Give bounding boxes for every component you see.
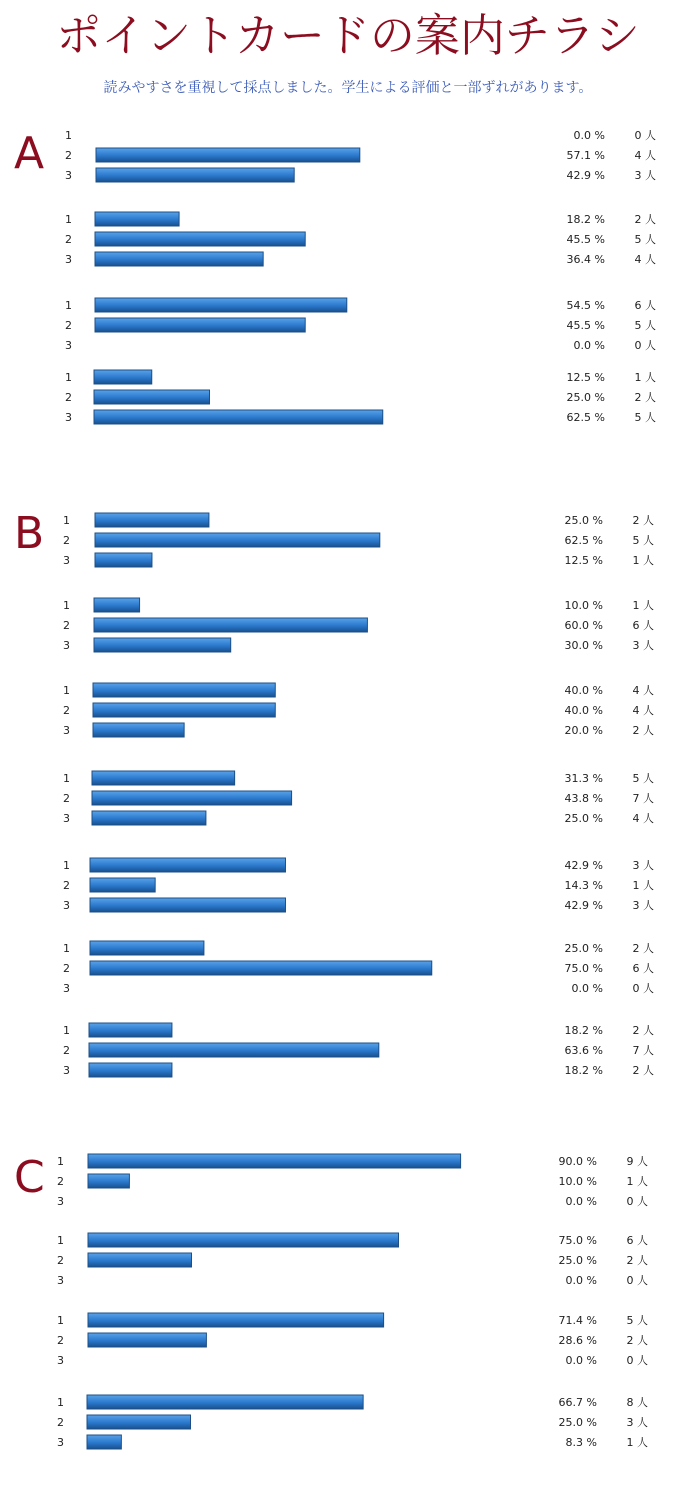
count-label: 6 人 (626, 1234, 648, 1247)
row-label: 1 (57, 1155, 64, 1168)
count-label: 4 人 (632, 812, 654, 825)
percent-label: 42.9 % (564, 899, 603, 912)
percent-label: 63.6 % (564, 1044, 603, 1057)
count-label: 1 人 (626, 1175, 648, 1188)
bar (88, 1174, 129, 1188)
count-label: 7 人 (632, 1044, 654, 1057)
count-label: 4 人 (632, 684, 654, 697)
percent-label: 36.4 % (566, 253, 605, 266)
count-label: 2 人 (634, 391, 656, 404)
row-label: 3 (65, 169, 72, 182)
percent-label: 25.0 % (564, 942, 603, 955)
percent-label: 90.0 % (558, 1155, 597, 1168)
count-label: 7 人 (632, 792, 654, 805)
row-label: 3 (65, 253, 72, 266)
percent-label: 12.5 % (564, 554, 603, 567)
bar (92, 811, 206, 825)
row-label: 1 (65, 213, 72, 226)
count-label: 5 人 (632, 534, 654, 547)
row-label: 3 (63, 982, 70, 995)
bar (95, 533, 380, 547)
row-label: 2 (63, 879, 70, 892)
count-label: 2 人 (632, 514, 654, 527)
bar (92, 791, 292, 805)
count-label: 5 人 (634, 319, 656, 332)
percent-label: 0.0 % (565, 1354, 597, 1367)
percent-label: 42.9 % (564, 859, 603, 872)
percent-label: 25.0 % (558, 1416, 597, 1429)
row-label: 2 (63, 792, 70, 805)
bar (88, 1313, 384, 1327)
bar (95, 212, 179, 226)
percent-label: 0.0 % (565, 1195, 597, 1208)
percent-label: 45.5 % (566, 233, 605, 246)
count-label: 4 人 (632, 704, 654, 717)
count-label: 3 人 (626, 1416, 648, 1429)
bar (88, 1154, 461, 1168)
percent-label: 62.5 % (566, 411, 605, 424)
bar (95, 232, 305, 246)
percent-label: 54.5 % (566, 299, 605, 312)
count-label: 3 人 (632, 859, 654, 872)
bar (88, 1253, 192, 1267)
page-title: ポイントカードの案内チラシ (56, 9, 640, 62)
row-label: 3 (63, 1064, 70, 1077)
bar (93, 683, 275, 697)
count-label: 5 人 (634, 233, 656, 246)
count-label: 2 人 (634, 213, 656, 226)
percent-label: 8.3 % (565, 1436, 597, 1449)
row-label: 1 (65, 299, 72, 312)
percent-label: 66.7 % (558, 1396, 597, 1409)
percent-label: 0.0 % (565, 1274, 597, 1287)
count-label: 0 人 (634, 339, 656, 352)
count-label: 0 人 (626, 1354, 648, 1367)
bar (96, 148, 360, 162)
bar (89, 1043, 379, 1057)
percent-label: 62.5 % (564, 534, 603, 547)
count-label: 4 人 (634, 253, 656, 266)
count-label: 8 人 (626, 1396, 648, 1409)
percent-label: 0.0 % (573, 129, 605, 142)
row-label: 2 (65, 233, 72, 246)
bar (90, 941, 204, 955)
bar (94, 618, 367, 632)
row-label: 1 (63, 859, 70, 872)
section-label-b: B (14, 508, 45, 559)
count-label: 1 人 (634, 371, 656, 384)
percent-label: 45.5 % (566, 319, 605, 332)
percent-label: 71.4 % (558, 1314, 597, 1327)
row-label: 1 (63, 514, 70, 527)
count-label: 5 人 (632, 772, 654, 785)
row-label: 3 (63, 899, 70, 912)
count-label: 5 人 (626, 1314, 648, 1327)
bar (87, 1415, 191, 1429)
percent-label: 42.9 % (566, 169, 605, 182)
row-label: 2 (57, 1254, 64, 1267)
row-label: 2 (63, 962, 70, 975)
percent-label: 12.5 % (566, 371, 605, 384)
count-label: 3 人 (632, 639, 654, 652)
percent-label: 0.0 % (573, 339, 605, 352)
row-label: 3 (63, 724, 70, 737)
row-label: 2 (63, 534, 70, 547)
percent-label: 28.6 % (558, 1334, 597, 1347)
row-label: 2 (63, 619, 70, 632)
bar (88, 1233, 399, 1247)
row-label: 3 (65, 339, 72, 352)
row-label: 2 (57, 1175, 64, 1188)
bar (94, 370, 152, 384)
count-label: 0 人 (634, 129, 656, 142)
bar (95, 298, 347, 312)
count-label: 1 人 (632, 554, 654, 567)
count-label: 2 人 (632, 724, 654, 737)
percent-label: 40.0 % (564, 684, 603, 697)
count-label: 6 人 (632, 962, 654, 975)
row-label: 1 (63, 772, 70, 785)
count-label: 1 人 (632, 879, 654, 892)
row-label: 2 (57, 1416, 64, 1429)
row-label: 1 (57, 1234, 64, 1247)
percent-label: 25.0 % (564, 514, 603, 527)
percent-label: 18.2 % (566, 213, 605, 226)
row-label: 2 (63, 1044, 70, 1057)
bar (96, 168, 294, 182)
row-label: 2 (65, 391, 72, 404)
count-label: 6 人 (634, 299, 656, 312)
row-label: 1 (57, 1396, 64, 1409)
bar (89, 1023, 172, 1037)
percent-label: 40.0 % (564, 704, 603, 717)
bar (93, 723, 184, 737)
percent-label: 57.1 % (566, 149, 605, 162)
bar (94, 598, 140, 612)
percent-label: 10.0 % (558, 1175, 597, 1188)
bar (90, 961, 432, 975)
percent-label: 0.0 % (571, 982, 603, 995)
row-label: 1 (63, 1024, 70, 1037)
bar (95, 252, 263, 266)
row-label: 3 (65, 411, 72, 424)
row-label: 1 (63, 684, 70, 697)
percent-label: 18.2 % (564, 1064, 603, 1077)
percent-label: 30.0 % (564, 639, 603, 652)
bar (92, 771, 235, 785)
percent-label: 14.3 % (564, 879, 603, 892)
percent-label: 10.0 % (564, 599, 603, 612)
row-label: 2 (57, 1334, 64, 1347)
count-label: 0 人 (626, 1195, 648, 1208)
bar (87, 1395, 363, 1409)
section-label-a: A (14, 128, 45, 179)
bar (90, 878, 155, 892)
percent-label: 18.2 % (564, 1024, 603, 1037)
page-subtitle: 読みやすさを重視して採点しました。学生による評価と一部ずれがあります。 (103, 80, 593, 96)
row-label: 3 (63, 639, 70, 652)
count-label: 9 人 (626, 1155, 648, 1168)
row-label: 1 (63, 599, 70, 612)
count-label: 0 人 (626, 1274, 648, 1287)
count-label: 1 人 (626, 1436, 648, 1449)
bar (88, 1333, 206, 1347)
percent-label: 25.0 % (566, 391, 605, 404)
row-label: 3 (57, 1354, 64, 1367)
bar (87, 1435, 121, 1449)
count-label: 2 人 (632, 1024, 654, 1037)
row-label: 3 (57, 1195, 64, 1208)
row-label: 1 (65, 371, 72, 384)
row-label: 3 (57, 1436, 64, 1449)
count-label: 0 人 (632, 982, 654, 995)
row-label: 1 (63, 942, 70, 955)
bar (94, 638, 231, 652)
percent-label: 20.0 % (564, 724, 603, 737)
count-label: 2 人 (626, 1254, 648, 1267)
bar (90, 858, 285, 872)
bar (94, 410, 383, 424)
row-label: 3 (63, 812, 70, 825)
count-label: 2 人 (626, 1334, 648, 1347)
row-label: 1 (57, 1314, 64, 1327)
row-label: 2 (63, 704, 70, 717)
bar (94, 390, 210, 404)
row-label: 1 (65, 129, 72, 142)
row-label: 2 (65, 319, 72, 332)
percent-label: 31.3 % (564, 772, 603, 785)
percent-label: 75.0 % (564, 962, 603, 975)
section-label-c: C (14, 1152, 45, 1203)
count-label: 1 人 (632, 599, 654, 612)
count-label: 3 人 (634, 169, 656, 182)
count-label: 3 人 (632, 899, 654, 912)
bar (90, 898, 285, 912)
count-label: 5 人 (634, 411, 656, 424)
bar (95, 553, 152, 567)
bar (93, 703, 275, 717)
row-label: 2 (65, 149, 72, 162)
bar (95, 513, 209, 527)
count-label: 6 人 (632, 619, 654, 632)
bar (89, 1063, 172, 1077)
percent-label: 60.0 % (564, 619, 603, 632)
row-label: 3 (63, 554, 70, 567)
row-label: 3 (57, 1274, 64, 1287)
percent-label: 75.0 % (558, 1234, 597, 1247)
count-label: 4 人 (634, 149, 656, 162)
percent-label: 25.0 % (558, 1254, 597, 1267)
count-label: 2 人 (632, 1064, 654, 1077)
bar (95, 318, 305, 332)
percent-label: 43.8 % (564, 792, 603, 805)
count-label: 2 人 (632, 942, 654, 955)
percent-label: 25.0 % (564, 812, 603, 825)
